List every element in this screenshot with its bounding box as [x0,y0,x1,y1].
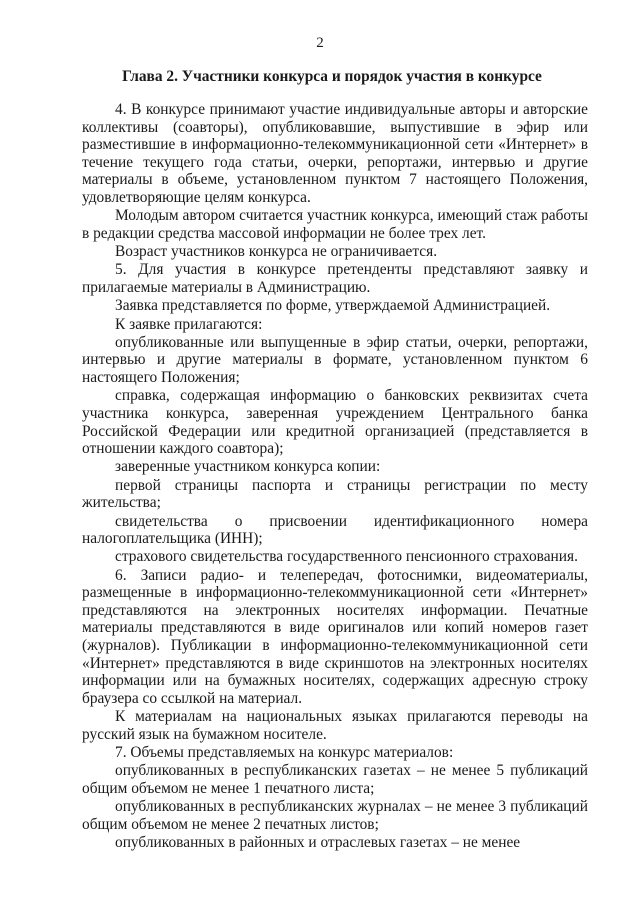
paragraph-item-4-participants: 4. В конкурсе принимают участие индивидуальные авторы и авторские коллективы (соавторы), опубликовавшие, выпустившие в эфир или разместившие в информационно-телекоммуникационной сети «Интернет» в течение текущего года статьи, очерки, репортажи, интервью и другие материалы в объеме, установленном пунктом 7 настоящего Положения, удовлетворяющие целям конкурса. [82,101,588,206]
paragraph-age: Возраст участников конкурса не ограничивается. [115,243,438,261]
paragraph-district-newspapers: опубликованных в районных и отраслевых газетах – не менее [115,834,521,852]
paragraph-item-6-formats: 6. Записи радио- и телепередач, фотоснимки, видеоматериалы, размещенные в информационно-телекоммуникационной сети «Интернет» представляются на электронных носителях информации. Печатные материалы представляются в виде оригиналов или копий номеров газет (журналов). Публикации в информационно-телекоммуникационной сети «Интернет» представляются в виде скриншотов на электронных носителях информации или на бумажных носителях, содержащих адресную строку браузера со ссылкой на материал. [82,566,588,707]
paragraph-published-materials: опубликованные или выпущенные в эфир статьи, очерки, репортажи, интервью и другие материалы в формате, установленном пунктом 6 настоящего Положения; [82,333,588,387]
paragraph-republican-journals: опубликованных в республиканских журналах – не менее 3 публикаций общим объемом не менее 2 печатных листов; [82,798,588,833]
paragraph-application-form: Заявка представляется по форме, утверждаемой Администрацией. [115,297,551,315]
paragraph-translations: К материалам на национальных языках прилагаются переводы на русский язык на бумажном носителе. [82,708,588,743]
chapter-title: Глава 2. Участники конкурса и порядок участия в конкурсе [122,68,542,85]
paragraph-item-7-volumes: 7. Объемы представляемых на конкурс материалов: [115,744,454,761]
document-body [82,101,588,852]
paragraph-pension-certificate: страхового свидетельства государственного пенсионного страхования. [115,548,578,566]
page-number: 2 [316,35,324,51]
paragraph-passport-pages: первой страницы паспорта и страницы регистрации по месту жительства; [82,476,588,512]
paragraph-certified-copies: заверенные участником конкурса копии: [115,458,381,476]
paragraph-bank-certificate: справка, содержащая информацию о банковских реквизитах счета участника конкурса, заверенная учреждением Центрального банка Российской Федерации или кредитной организацией (представляется в отношении каждого соавтора); [82,387,588,458]
paragraph-inn-certificate: свидетельства о присвоении идентификационного номера налогоплательщика (ИНН); [82,512,588,548]
paragraph-republican-newspapers: опубликованных в республиканских газетах – не менее 5 публикаций общим объемом не менее 1 печатного листа; [82,762,588,797]
paragraph-attachments-intro: К заявке прилагаются: [115,315,263,333]
paragraph-item-5-application: 5. Для участия в конкурсе претенденты представляют заявку и прилагаемые материалы в Администрацию. [82,261,588,296]
paragraph-young-author: Молодым автором считается участник конкурса, имеющий стаж работы в редакции средства массовой информации не более трех лет. [82,207,588,242]
